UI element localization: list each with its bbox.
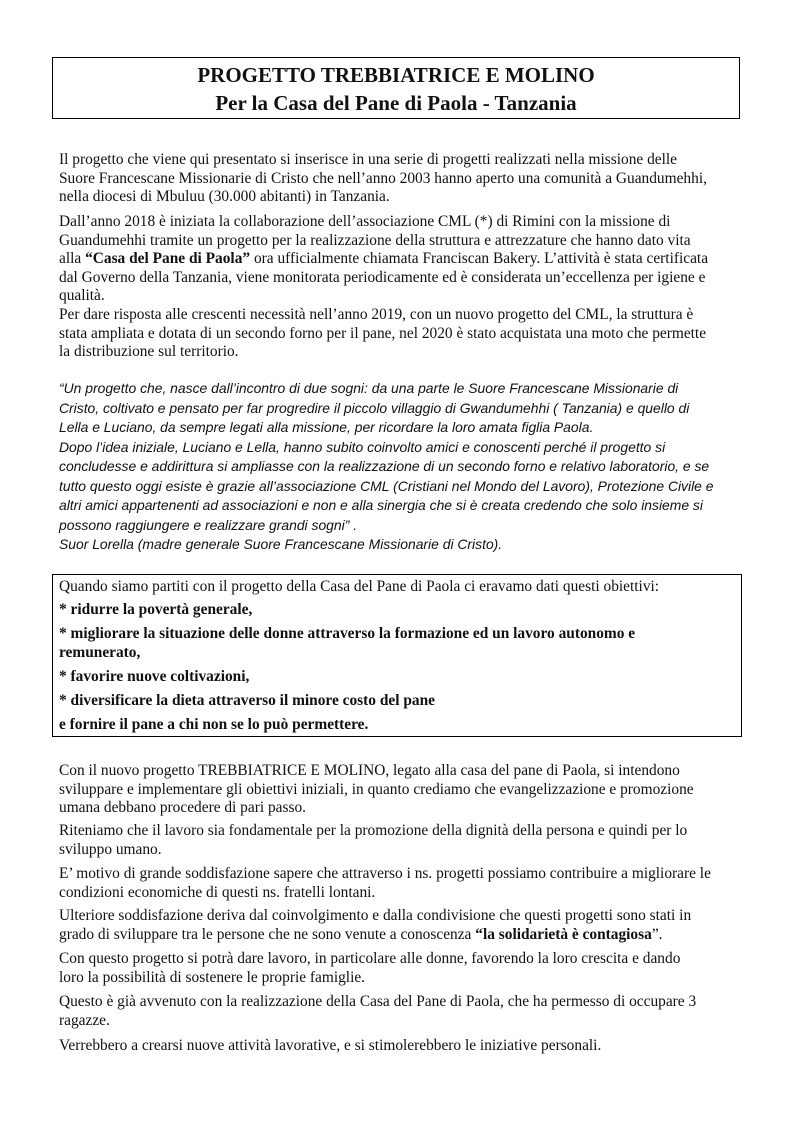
solidarity-phrase: “la solidarietà è contagiosa — [475, 925, 652, 943]
quote-line: Dopo l’idea iniziale, Luciano e Lella, hanno subito coinvolto amici e conoscenti perché il progetto si — [59, 438, 666, 455]
text-span: grado di sviluppare tra le persone che ne sono venute a conoscenza — [59, 925, 476, 943]
text-line: sviluppo umano. — [59, 840, 162, 858]
text-line: Riteniamo che il lavoro sia fondamentale per la promozione della dignità della persona e quindi per lo — [59, 822, 688, 839]
quote-attribution: Suor Lorella (madre generale Suore Francescane Missionarie di Cristo). — [59, 536, 503, 552]
bakery-name: “Casa del Pane di Paola” — [85, 250, 251, 268]
text-line: E’ motivo di grande soddisfazione sapere che attraverso i ns. progetti possiamo contribuire a migliorare le — [59, 865, 711, 882]
text-line: loro la possibilità di sostenere le proprie famiglie. — [59, 968, 366, 986]
text-line — [59, 250, 739, 269]
text-line: Ulteriore soddisfazione deriva dal coinvolgimento e dalla condivisione che questi progetti sono stati in — [59, 907, 692, 924]
title-line-2: Per la Casa del Pane di Paola - Tanzania — [215, 91, 577, 115]
title-line-1: PROGETTO TREBBIATRICE E MOLINO — [197, 63, 595, 87]
closing-paragraph-2 — [59, 822, 739, 859]
objective-item: * ridurre la povertà generale, — [59, 601, 253, 618]
objective-item: * diversificare la dieta attraverso il minore costo del pane — [59, 692, 436, 709]
text-line: umana debbano procedere di pari passo. — [59, 799, 307, 817]
text-line: condizioni economiche di questi ns. fratelli lontani. — [59, 883, 376, 901]
text-line: Verrebbero a crearsi nuove attività lavorative, e si stimolerebbero le iniziative personali. — [59, 1037, 602, 1054]
objective-item: * favorire nuove coltivazioni, — [59, 668, 250, 685]
text-span: alla — [59, 250, 86, 268]
quote-line: altri amici appartenenti ad associazioni e non e alla sinergia che si è creata credendo che solo insieme si — [59, 497, 703, 513]
text-line: Dall’anno 2018 è iniziata la collaborazione dell’associazione CML (*) di Rimini con la missione di — [59, 213, 671, 230]
text-line: Guandumehhi tramite un progetto per la realizzazione della struttura e attrezzature che hanno dato vita — [59, 231, 691, 249]
text-line: stata ampliata e dotata di un secondo forno per il pane, nel 2020 è stato acquistata una moto che permette — [59, 324, 707, 342]
quote-line: Lella e Luciano, da sempre legati alla missione, per ricordare la loro amata figlia Paola. — [59, 419, 594, 435]
objectives-box — [52, 574, 742, 737]
closing-paragraph-1 — [59, 762, 739, 818]
objective-item: * migliorare la situazione delle donne attraverso la formazione ed un lavoro autonomo e — [59, 625, 636, 642]
objective-item: e fornire il pane a chi non se lo può permettere. — [59, 716, 369, 733]
text-line: qualità. — [59, 287, 105, 305]
quote-line: possono raggiungere e realizzare grandi sogni” . — [59, 516, 358, 533]
text-line: Per dare risposta alle crescenti necessità nell’anno 2019, con un nuovo progetto del CML, la struttura è — [59, 305, 694, 323]
closing-paragraph-5 — [59, 950, 739, 987]
closing-paragraph-4 — [59, 907, 739, 944]
quote-line: tutto questo oggi esiste è grazie all’associazione CML (Cristiani nel Mondo del Lavoro), Protezione Civile e — [59, 477, 714, 494]
objective-item: remunerato, — [59, 644, 141, 661]
quote-block — [59, 379, 741, 555]
quote-line: concludesse e addirittura si ampliasse con la realizzazione di un secondo forno e relativo laboratorio, e se — [59, 458, 710, 474]
text-line — [59, 926, 739, 945]
quote-line: “Un progetto che, nasce dall’incontro di due sogni: da una parte le Suore Francescane Missionarie di — [59, 380, 679, 396]
text-span: ”. — [651, 925, 663, 943]
text-line: Con il nuovo progetto TREBBIATRICE E MOLINO, legato alla casa del pane di Paola, si intendono — [59, 762, 680, 779]
text-line: sviluppare e implementare gli obiettivi iniziali, in quanto crediamo che evangelizzazione e promozione — [59, 780, 694, 798]
text-line: nella diocesi di Mbuluu (30.000 abitanti) in Tanzania. — [59, 188, 390, 206]
text-line: la distribuzione sul territorio. — [59, 343, 239, 361]
intro-paragraph-2 — [59, 213, 739, 362]
text-line: dal Governo della Tanzania, viene monitorata periodicamente ed è considerata un’eccellenza per igiene e — [59, 268, 706, 286]
closing-paragraph-3 — [59, 865, 739, 902]
text-line: ragazze. — [59, 1011, 110, 1029]
text-line: Con questo progetto si potrà dare lavoro, in particolare alle donne, favorendo la loro crescita e dando — [59, 950, 681, 967]
text-line: Il progetto che viene qui presentato si inserisce in una serie di progetti realizzati nella missione delle — [59, 151, 677, 168]
title-box — [52, 57, 740, 119]
text-span: ora ufficialmente chiamata Franciscan Bakery. L’attività è stata certificata — [250, 250, 709, 268]
text-line: Suore Francescane Missionarie di Cristo che nell’anno 2003 hanno aperto una comunità a Guandumehhi, — [59, 169, 707, 187]
intro-paragraph-1 — [59, 151, 739, 207]
text-line: Questo è già avvenuto con la realizzazione della Casa del Pane di Paola, che ha permesso di occupare 3 — [59, 993, 697, 1010]
quote-line: Cristo, coltivato e pensato per far progredire il piccolo villaggio di Gwandumehhi ( Tanzania) e quello di — [59, 399, 690, 416]
objectives-intro: Quando siamo partiti con il progetto della Casa del Pane di Paola ci eravamo dati questi obiettivi: — [59, 578, 660, 595]
closing-paragraph-6 — [59, 993, 739, 1030]
closing-paragraph-7 — [59, 1037, 739, 1056]
